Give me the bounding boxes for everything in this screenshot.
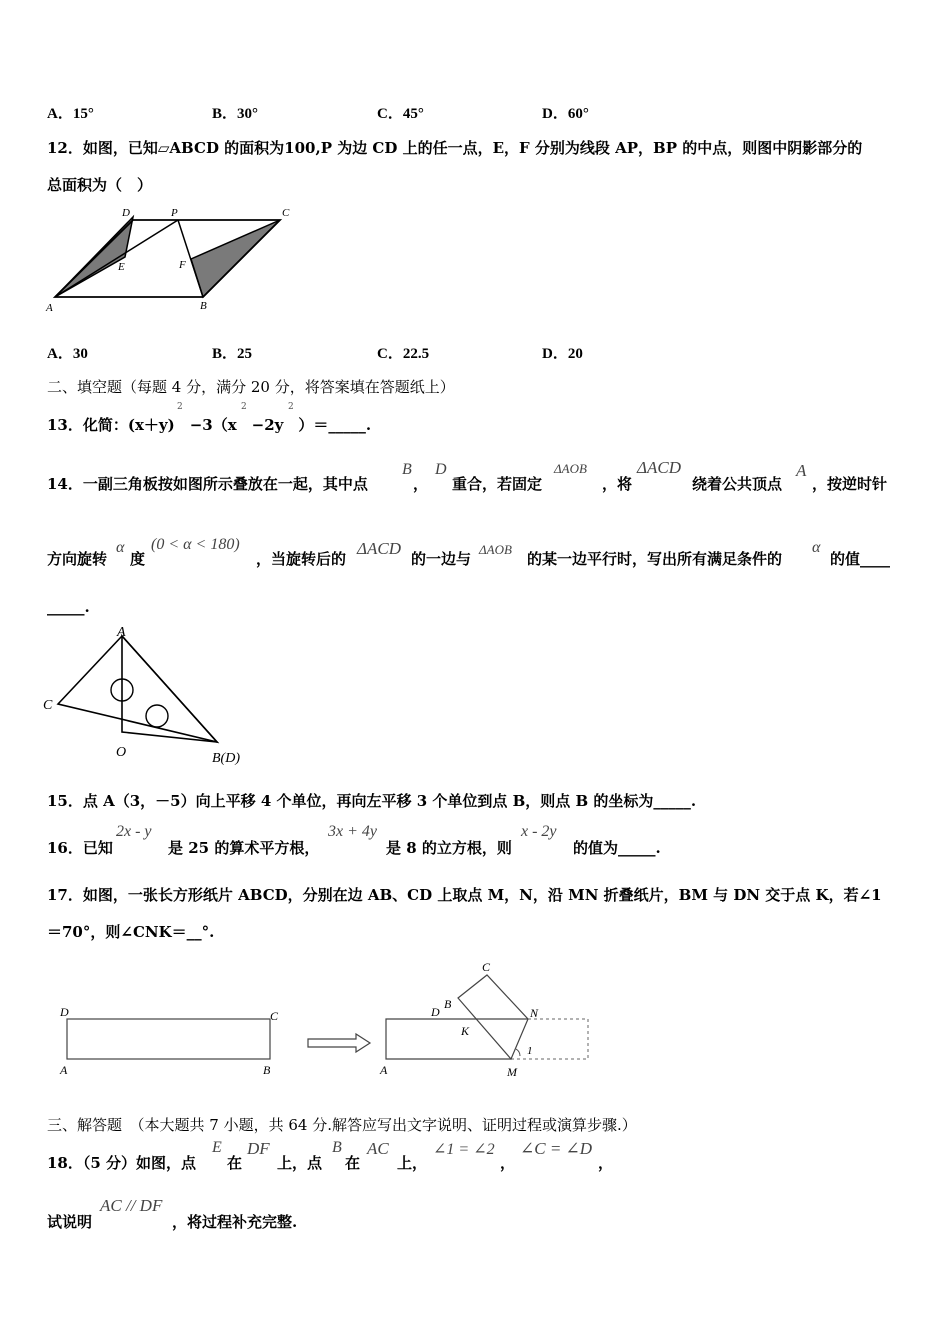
q14-point-d: D [435, 461, 447, 478]
q14-text-p1: 14．一副三角板按如图所示叠放在一起，其中点 [47, 475, 368, 493]
section2-heading: 二、填空题（每题 4 分，满分 20 分，将答案填在答题纸上） [47, 378, 455, 396]
q15-text: 15．点 A（3，－5）向上平移 4 个单位，再向左平移 3 个单位到点 B，则点 B 的坐标为_____. [47, 792, 697, 810]
section3-heading: 三、解答题 （本大题共 7 小题，共 64 分.解答应写出文字说明、证明过程或演算步骤.） [47, 1116, 637, 1134]
q13-exp-1: 2 [177, 402, 183, 412]
q14-triangle-aob: ΔAOB [554, 461, 587, 476]
q14-line2-b: 度 [130, 550, 146, 568]
q18-angle-1-2: ∠1 = ∠2 [433, 1141, 495, 1158]
q14-range: (0 < α < 180) [151, 536, 240, 553]
q11-option-c: C．45° [377, 106, 424, 122]
label-b-left: B [263, 1063, 271, 1077]
q18-text-p5: 上， [397, 1154, 428, 1172]
q17-text-line1: 17．如图，一张长方形纸片 ABCD，分别在边 AB、CD 上取点 M，N，沿 MN 折叠纸片，BM 与 DN 交于点 K，若∠1 [47, 886, 882, 904]
q11-option-a: A．15° [47, 106, 94, 122]
q14-triangle-aob-2: ΔAOB [479, 542, 512, 557]
hole-circle-2 [146, 705, 168, 727]
label-c: C [282, 207, 290, 219]
triangle-acd [58, 636, 217, 742]
label-c: C [43, 698, 53, 713]
q14-triangle-figure [40, 624, 260, 770]
q14-point-a: A [796, 461, 807, 480]
q16-text-p1: 16．已知 [47, 839, 113, 857]
q12-option-c: C．22.5 [377, 346, 430, 362]
folded-flap [458, 975, 528, 1059]
q18-angle-c-d: ∠C = ∠D [520, 1139, 593, 1158]
label-angle-1: 1 [527, 1045, 533, 1057]
q14-text-p2: 重合，若固定 [452, 475, 543, 493]
q17-fold-figure [50, 958, 610, 1084]
q18-text-p9: ，将过程补充完整. [172, 1213, 298, 1231]
q14-text-p5: ，按逆时针 [812, 475, 888, 493]
parallelogram-abcd [55, 220, 280, 297]
q16-expr-3: x - 2y [521, 823, 557, 840]
label-c-left: C [270, 1009, 279, 1023]
folded-remaining-part [386, 1019, 528, 1059]
label-d: D [122, 207, 130, 219]
q18-point-e: E [212, 1139, 222, 1156]
q18-seg-ac: AC [367, 1139, 389, 1158]
q17-text-line2: ＝70°，则∠CNK＝__°. [47, 923, 215, 941]
q14-text-p4: 绕着公共顶点 [692, 475, 783, 493]
label-e: E [118, 261, 125, 273]
q14-line2-f: 的值____ [830, 550, 891, 568]
label-o: O [116, 745, 127, 760]
shaded-triangle-right [191, 220, 280, 297]
label-a: A [46, 302, 53, 314]
q12-option-b: B．25 [212, 346, 253, 362]
q12-option-d: D．20 [542, 346, 583, 362]
arrow-right-icon [308, 1034, 370, 1052]
q12-text-line2: 总面积为（ ） [47, 176, 153, 194]
q14-text-p3: ，将 [602, 475, 633, 493]
q11-option-d: D．60° [542, 106, 589, 122]
q13-exp-2: 2 [241, 402, 247, 412]
q18-text-p3: 上，点 [277, 1154, 323, 1172]
label-b: B [200, 300, 207, 312]
q14-comma: ， [413, 475, 429, 493]
q14-line2-c: ，当旋转后的 [256, 550, 347, 568]
q16-expr-2: 3x + 4y [328, 823, 377, 840]
q12-text-line1: 12．如图，已知▱ABCD 的面积为100,P 为边 CD 上的任一点，E，F 分别为线段 AP，BP 的中点，则图中阴影部分的 [47, 139, 863, 157]
label-d-right: D [431, 1005, 440, 1019]
rectangle-abcd [67, 1019, 270, 1059]
q14-point-b: B [402, 461, 412, 478]
q16-text-p4: 的值为_____. [573, 839, 661, 857]
label-k: K [461, 1024, 470, 1038]
q18-text-p2: 在 [227, 1154, 243, 1172]
q11-option-b: B．30° [212, 106, 259, 122]
label-bd: B(D) [212, 751, 240, 766]
q16-expr-1: 2x - y [116, 823, 152, 840]
angle-1-arc [516, 1049, 520, 1056]
label-c-right: C [482, 960, 491, 974]
q14-line2-a: 方向旋转 [47, 550, 108, 568]
q18-text-p4: 在 [345, 1154, 361, 1172]
q14-triangle-acd: ΔACD [637, 458, 681, 477]
q18-ac-parallel-df: AC // DF [100, 1196, 163, 1215]
q18-text-p7: ， [598, 1154, 614, 1172]
q14-alpha: α [116, 539, 125, 556]
q13-text: 13．化简：(x＋y) −3（x −2y ）＝_____. [47, 416, 372, 434]
q14-line2-d: 的一边与 [411, 550, 472, 568]
folded-original-outline [511, 1019, 588, 1059]
q14-alpha-2: α [812, 539, 821, 556]
label-f: F [179, 259, 186, 271]
segment-ap [55, 220, 178, 297]
label-p: P [171, 207, 178, 219]
q18-seg-df: DF [247, 1139, 270, 1158]
q18-point-b: B [332, 1139, 342, 1156]
q16-text-p2: 是 25 的算术平方根， [168, 839, 320, 857]
q18-text-p6: ， [500, 1154, 516, 1172]
q14-triangle-acd-2: ΔACD [357, 539, 401, 558]
q12-parallelogram-figure [40, 202, 300, 314]
q18-text-p1: 18．（5 分）如图，点 [47, 1154, 197, 1172]
label-d-left: D [60, 1005, 69, 1019]
q14-line2-e: 的某一边平行时，写出所有满足条件的 [527, 550, 783, 568]
label-a-right: A [380, 1063, 388, 1077]
q12-option-a: A．30 [47, 346, 88, 362]
label-m: M [507, 1065, 517, 1079]
q18-text-p8: 试说明 [47, 1213, 93, 1231]
label-a-left: A [60, 1063, 68, 1077]
q13-exp-3: 2 [288, 402, 294, 412]
label-a: A [117, 625, 126, 640]
label-n: N [530, 1006, 539, 1020]
label-b-right: B [444, 997, 452, 1011]
q14-line3: _____. [47, 598, 90, 616]
q16-text-p3: 是 8 的立方根，则 [386, 839, 512, 857]
